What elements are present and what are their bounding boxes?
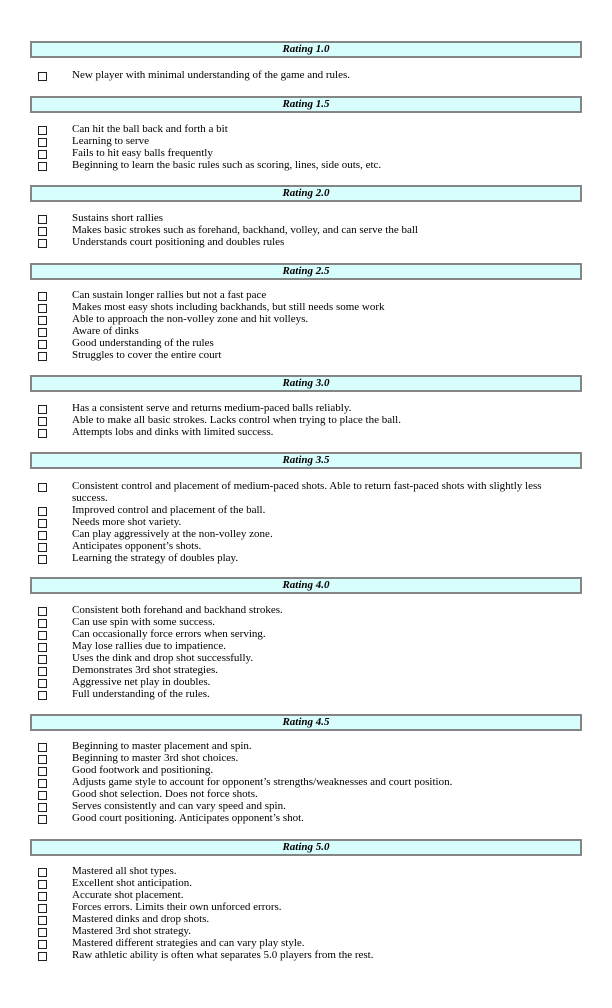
rating-items-list [0, 70, 612, 82]
checkbox[interactable] [38, 619, 47, 628]
checklist-item-text: Good footwork and positioning. [72, 764, 214, 776]
checklist-item-text: Mastered all shot types. [72, 865, 177, 877]
rating-header: Rating 4.5 [30, 714, 582, 731]
checkbox[interactable] [38, 126, 47, 135]
checkbox[interactable] [38, 691, 47, 700]
checklist-item [0, 70, 612, 82]
checkbox[interactable] [38, 667, 47, 676]
checkbox[interactable] [38, 679, 47, 688]
checklist-item [0, 553, 612, 565]
checklist-item-text: Good shot selection. Does not force shots. [72, 788, 258, 800]
checklist-item-text: Mastered 3rd shot strategy. [72, 925, 192, 937]
checkbox[interactable] [38, 150, 47, 159]
checkbox[interactable] [38, 767, 47, 776]
rating-header: Rating 5.0 [30, 839, 582, 856]
checklist-item-text: Beginning to master 3rd shot choices. [72, 752, 239, 764]
checkbox[interactable] [38, 328, 47, 337]
checklist-item-text: Able to approach the non-volley zone and hit volleys. [72, 313, 309, 325]
checklist-item-text: Beginning to learn the basic rules such as scoring, lines, side outs, etc. [72, 159, 382, 171]
checkbox[interactable] [38, 543, 47, 552]
checkbox[interactable] [38, 952, 47, 961]
checkbox[interactable] [38, 429, 47, 438]
checklist-item [0, 813, 612, 825]
checklist-item-text: Able to make all basic strokes. Lacks control when trying to place the ball. [72, 414, 401, 426]
checkbox[interactable] [38, 519, 47, 528]
checklist-item [0, 160, 612, 172]
checklist-item-text: Aggressive net play in doubles. [72, 676, 211, 688]
checklist-item-text: Improved control and placement of the ball. [72, 504, 266, 516]
checklist-item-text: Sustains short rallies [72, 212, 164, 224]
rating-header: Rating 3.5 [30, 452, 582, 469]
checklist-item-text: Adjusts game style to account for opponent’s strengths/weaknesses and court position. [72, 776, 453, 788]
checklist-item-text: Can hit the ball back and forth a bit [72, 123, 228, 135]
checklist-item [0, 689, 612, 701]
checkbox[interactable] [38, 316, 47, 325]
rating-header: Rating 2.0 [30, 185, 582, 202]
checklist-item-text: Can play aggressively at the non-volley zone. [72, 528, 273, 540]
checklist-item-text: Can sustain longer rallies but not a fast pace [72, 289, 267, 301]
rating-header: Rating 1.5 [30, 96, 582, 113]
checkbox[interactable] [38, 607, 47, 616]
checklist-item-text: Learning to serve [72, 135, 149, 147]
rating-items-list [0, 124, 612, 172]
checklist-item-text: Struggles to cover the entire court [72, 349, 222, 361]
checklist-item [0, 237, 612, 249]
checkbox[interactable] [38, 138, 47, 147]
checklist-item [0, 481, 612, 505]
checkbox[interactable] [38, 631, 47, 640]
checkbox[interactable] [38, 916, 47, 925]
checkbox[interactable] [38, 340, 47, 349]
checkbox[interactable] [38, 531, 47, 540]
checkbox[interactable] [38, 239, 47, 248]
checklist-item-text: Needs more shot variety. [72, 516, 182, 528]
checkbox[interactable] [38, 227, 47, 236]
checklist-item [0, 950, 612, 962]
checkbox[interactable] [38, 892, 47, 901]
rating-items-list [0, 481, 612, 565]
rating-header: Rating 3.0 [30, 375, 582, 392]
checklist-item-text: Raw athletic ability is often what separates 5.0 players from the rest. [72, 949, 374, 961]
checklist-item-text: Forces errors. Limits their own unforced errors. [72, 901, 282, 913]
checkbox[interactable] [38, 643, 47, 652]
checkbox[interactable] [38, 940, 47, 949]
checklist-item-text: Fails to hit easy balls frequently [72, 147, 213, 159]
checkbox[interactable] [38, 417, 47, 426]
checkbox[interactable] [38, 880, 47, 889]
checkbox[interactable] [38, 815, 47, 824]
rating-items-list [0, 741, 612, 825]
checklist-item-text: Beginning to master placement and spin. [72, 740, 252, 752]
checkbox[interactable] [38, 405, 47, 414]
checklist-item-text: Consistent control and placement of medium-paced shots. Able to return fast-paced shots with slightly less success. [72, 480, 542, 504]
rating-items-list [0, 213, 612, 249]
checklist-item-text: Aware of dinks [72, 325, 139, 337]
checklist-item-text: Makes basic strokes such as forehand, backhand, volley, and can serve the ball [72, 224, 418, 236]
checklist-item-text: Demonstrates 3rd shot strategies. [72, 664, 219, 676]
checkbox[interactable] [38, 555, 47, 564]
checkbox[interactable] [38, 755, 47, 764]
checkbox[interactable] [38, 803, 47, 812]
rating-items-list [0, 290, 612, 362]
checkbox[interactable] [38, 928, 47, 937]
checklist-item-text: New player with minimal understanding of the game and rules. [72, 69, 350, 81]
checklist-item-text: Attempts lobs and dinks with limited success. [72, 426, 274, 438]
checkbox[interactable] [38, 215, 47, 224]
checkbox[interactable] [38, 292, 47, 301]
rating-header: Rating 4.0 [30, 577, 582, 594]
checklist-item-text: Mastered different strategies and can vary play style. [72, 937, 305, 949]
checklist-item-text: Can use spin with some success. [72, 616, 215, 628]
checkbox[interactable] [38, 162, 47, 171]
checkbox[interactable] [38, 791, 47, 800]
checklist-item-text: Good understanding of the rules [72, 337, 214, 349]
checkbox[interactable] [38, 352, 47, 361]
checklist-item-text: Has a consistent serve and returns medium-paced balls reliably. [72, 402, 352, 414]
checklist-item [0, 350, 612, 362]
checklist-item-text: Accurate shot placement. [72, 889, 184, 901]
checklist-item-text: Learning the strategy of doubles play. [72, 552, 239, 564]
checkbox[interactable] [38, 304, 47, 313]
checklist-item-text: May lose rallies due to impatience. [72, 640, 226, 652]
checklist-item [0, 427, 612, 439]
rating-items-list [0, 403, 612, 439]
checklist-item-text: Understands court positioning and doubles rules [72, 236, 285, 248]
checkbox[interactable] [38, 483, 47, 492]
checklist-item-text: Mastered dinks and drop shots. [72, 913, 210, 925]
checklist-item-text: Consistent both forehand and backhand strokes. [72, 604, 283, 616]
rating-header: Rating 2.5 [30, 263, 582, 280]
rating-items-list [0, 605, 612, 701]
checklist-item-text: Uses the dink and drop shot successfully. [72, 652, 254, 664]
checkbox[interactable] [38, 904, 47, 913]
checkbox[interactable] [38, 779, 47, 788]
checkbox[interactable] [38, 868, 47, 877]
checklist-item-text: Anticipates opponent’s shots. [72, 540, 202, 552]
checkbox[interactable] [38, 655, 47, 664]
checklist-item-text: Full understanding of the rules. [72, 688, 210, 700]
checklist-item-text: Can occasionally force errors when serving. [72, 628, 266, 640]
rating-items-list [0, 866, 612, 962]
checklist-item-text: Good court positioning. Anticipates opponent’s shot. [72, 812, 304, 824]
checklist-item-text: Excellent shot anticipation. [72, 877, 193, 889]
checkbox[interactable] [38, 507, 47, 516]
checkbox[interactable] [38, 72, 47, 81]
checkbox[interactable] [38, 743, 47, 752]
checklist-item-text: Serves consistently and can vary speed and spin. [72, 800, 286, 812]
rating-header: Rating 1.0 [30, 41, 582, 58]
checklist-item-text: Makes most easy shots including backhands, but still needs some work [72, 301, 385, 313]
